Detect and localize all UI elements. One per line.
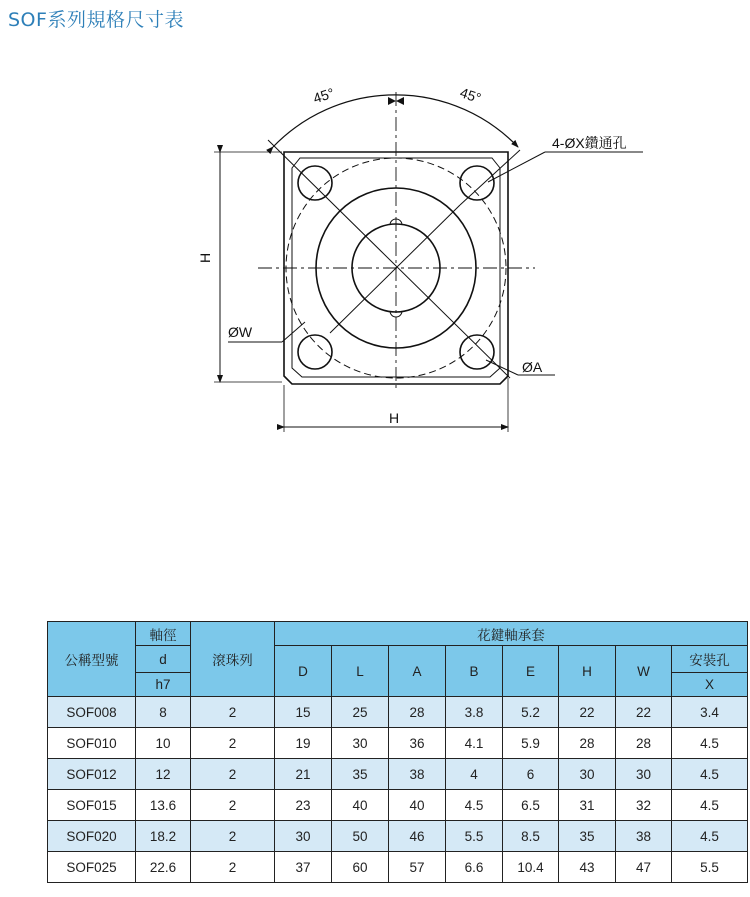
header-col-b: B: [446, 646, 503, 697]
table-cell: 25: [332, 697, 389, 728]
table-cell: SOF012: [48, 759, 136, 790]
table-cell: 30: [275, 821, 332, 852]
table-cell: 37: [275, 852, 332, 883]
table-cell: 28: [389, 697, 446, 728]
table-cell: 47: [616, 852, 672, 883]
header-col-a: A: [389, 646, 446, 697]
table-cell: 35: [559, 821, 616, 852]
table-row: [48, 728, 748, 759]
table-cell: 30: [559, 759, 616, 790]
hole-label: 4-ØX鑽通孔: [552, 135, 627, 151]
table-cell: 5.2: [503, 697, 559, 728]
header-shaft-diameter: 軸徑: [136, 622, 191, 646]
table-cell: 8.5: [503, 821, 559, 852]
table-cell: 22.6: [136, 852, 191, 883]
table-row: [48, 821, 748, 852]
angle-label-left: 45°: [311, 84, 337, 107]
table-cell: 30: [332, 728, 389, 759]
table-cell: 6: [503, 759, 559, 790]
table-cell: 5.5: [446, 821, 503, 852]
table-cell: SOF010: [48, 728, 136, 759]
dimension-h-vertical: H: [197, 252, 213, 263]
header-balls: 滾珠列: [191, 622, 275, 697]
table-cell: 46: [389, 821, 446, 852]
header-h7: h7: [136, 673, 191, 697]
table-cell: 21: [275, 759, 332, 790]
header-x: X: [672, 673, 748, 697]
table-cell: 4: [446, 759, 503, 790]
table-cell: 2: [191, 697, 275, 728]
table-cell: 19: [275, 728, 332, 759]
header-bearing-group: 花鍵軸承套: [275, 622, 748, 646]
angle-arc: [273, 95, 518, 147]
table-cell: 60: [332, 852, 389, 883]
table-cell: 40: [332, 790, 389, 821]
table-cell: 2: [191, 790, 275, 821]
dimension-a-label: ØA: [522, 359, 543, 375]
table-cell: 2: [191, 759, 275, 790]
table-cell: 10.4: [503, 852, 559, 883]
table-cell: 4.5: [672, 790, 748, 821]
table-cell: 35: [332, 759, 389, 790]
table-cell: 5.9: [503, 728, 559, 759]
table-cell: 22: [559, 697, 616, 728]
mount-hole-tr: [460, 166, 494, 200]
angle-label-right: 45°: [458, 84, 484, 107]
table-cell: 38: [389, 759, 446, 790]
table-cell: 36: [389, 728, 446, 759]
table-cell: 2: [191, 728, 275, 759]
table-cell: 57: [389, 852, 446, 883]
table-cell: 10: [136, 728, 191, 759]
header-col-w: W: [616, 646, 672, 697]
table-cell: 6.5: [503, 790, 559, 821]
mount-hole-bl: [298, 335, 332, 369]
table-cell: 4.5: [672, 728, 748, 759]
mount-hole-br: [460, 335, 494, 369]
table-cell: SOF025: [48, 852, 136, 883]
spec-table: [47, 621, 748, 883]
table-cell: 3.4: [672, 697, 748, 728]
table-cell: 2: [191, 821, 275, 852]
table-row: [48, 759, 748, 790]
header-col-d: D: [275, 646, 332, 697]
table-cell: 28: [559, 728, 616, 759]
table-cell: 4.5: [446, 790, 503, 821]
table-cell: 3.8: [446, 697, 503, 728]
header-col-l: L: [332, 646, 389, 697]
table-cell: 28: [616, 728, 672, 759]
table-cell: 38: [616, 821, 672, 852]
table-cell: 4.1: [446, 728, 503, 759]
dimension-w-label: ØW: [228, 324, 253, 340]
table-cell: 4.5: [672, 759, 748, 790]
header-col-e: E: [503, 646, 559, 697]
page-title: SOF系列規格尺寸表: [8, 9, 184, 31]
table-cell: 18.2: [136, 821, 191, 852]
table-row: [48, 852, 748, 883]
table-cell: 15: [275, 697, 332, 728]
header-model: 公稱型號: [48, 622, 136, 697]
table-cell: 6.6: [446, 852, 503, 883]
table-cell: 8: [136, 697, 191, 728]
table-cell: 5.5: [672, 852, 748, 883]
table-row: [48, 697, 748, 728]
header-d: d: [136, 646, 191, 673]
dimension-h-horizontal: H: [389, 410, 400, 426]
table-cell: SOF015: [48, 790, 136, 821]
table-cell: 30: [616, 759, 672, 790]
table-cell: 13.6: [136, 790, 191, 821]
table-cell: 4.5: [672, 821, 748, 852]
table-cell: 31: [559, 790, 616, 821]
table-row: [48, 790, 748, 821]
table-cell: 43: [559, 852, 616, 883]
table-cell: 12: [136, 759, 191, 790]
header-col-h: H: [559, 646, 616, 697]
table-cell: 32: [616, 790, 672, 821]
table-cell: SOF020: [48, 821, 136, 852]
table-cell: 50: [332, 821, 389, 852]
table-cell: 22: [616, 697, 672, 728]
table-cell: SOF008: [48, 697, 136, 728]
table-cell: 2: [191, 852, 275, 883]
header-mounting-hole: 安裝孔: [672, 646, 748, 673]
table-cell: 40: [389, 790, 446, 821]
table-cell: 23: [275, 790, 332, 821]
